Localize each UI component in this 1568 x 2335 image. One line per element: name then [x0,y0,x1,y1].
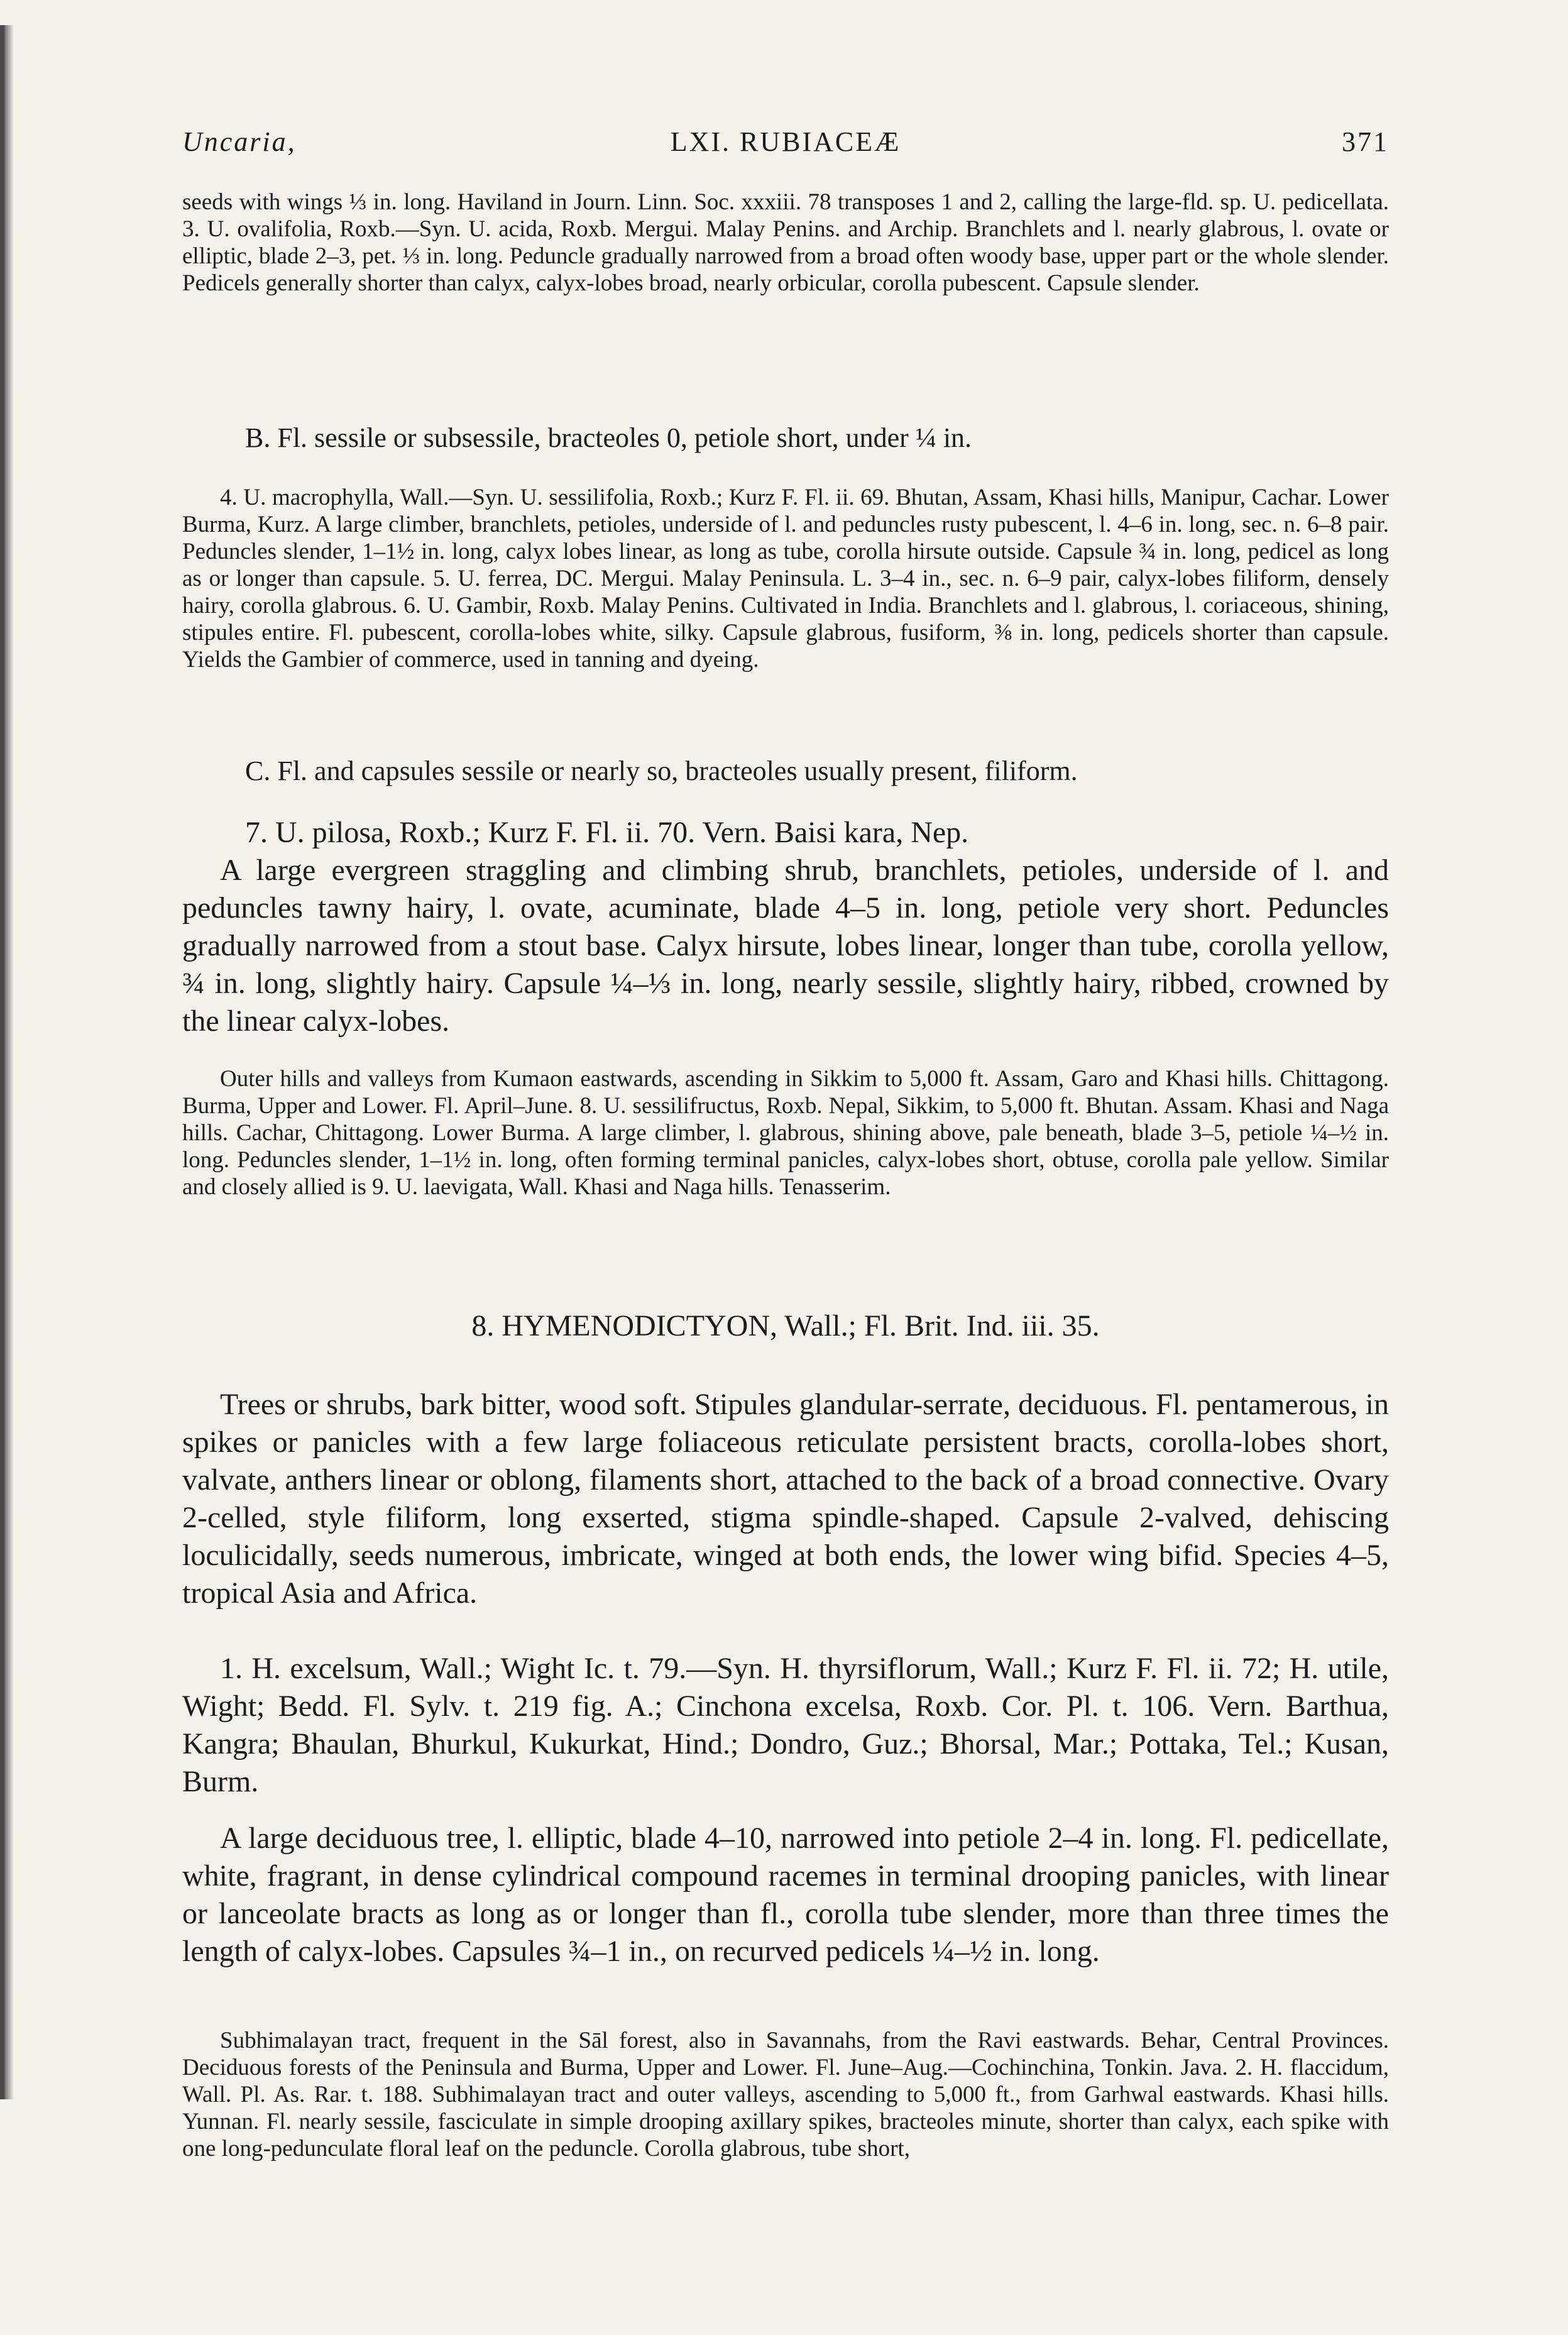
subheading-b: B. Fl. sessile or subsessile, bracteoles 0, petiole short, under ¼ in. [245,422,972,453]
subheading-c: C. Fl. and capsules sessile or nearly so, bracteoles usually present, filiform. [245,755,1078,786]
paragraph-species-4-6: 4. U. macrophylla, Wall.—Syn. U. sessilifolia, Roxb.; Kurz F. Fl. ii. 69. Bhutan, Assam, Khasi hills, Manipur, Cachar. Lower Burma, Kurz. A large climber, branchlets, petioles, underside of l. and peduncles rusty pubescent, l. 4–6 in. long, sec. n. 6–8 pair. Peduncles slender, 1–1½ in. long, calyx lobes linear, as long as tube, corolla hirsute outside. Capsule ¾ in. long, pedicel as long as or longer than capsule. 5. U. ferrea, DC. Mergui. Malay Peninsula. L. 3–4 in., sec. n. 6–9 pair, calyx-lobes filiform, densely hairy, corolla glabrous. 6. U. Gambir, Roxb. Malay Penins. Cultivated in India. Branchlets and l. glabrous, l. coriaceous, shining, stipules entire. Fl. pubescent, corolla-lobes white, silky. Capsule glabrous, fusiform, ⅜ in. long, pedicels shorter than capsule. Yields the Gambier of commerce, used in tanning and dyeing. [182,485,1389,673]
running-head-genus: Uncaria, [182,126,297,157]
genus-description-hymenodictyon: Trees or shrubs, bark bitter, wood soft. Stipules glandular-serrate, deciduous. Fl. pentamerous, in spikes or panicles with a few large foliaceous reticulate persistent bracts, corolla-lobes short, valvate, anthers linear or oblong, filaments short, attached to the back of a broad connective. Ovary 2-celled, style filiform, long exserted, stigma spindle-shaped. Capsule 2-valved, dehiscing loculicidally, seeds numerous, imbricate, winged at both ends, the lower wing bifid. Species 4–5, tropical Asia and Africa. [182,1388,1389,1610]
book-page [182,0,1389,2335]
genus-heading-hymenodictyon: 8. HYMENODICTYON, Wall.; Fl. Brit. Ind. iii. 35. [471,1309,1100,1343]
species-description-hymenodictyon-excelsum: A large deciduous tree, l. elliptic, blade 4–10, narrowed into petiole 2–4 in. long. Fl. pedicellate, white, fragrant, in dense cylindrical compound racemes in terminal drooping panicles, with linear or lanceolate bracts as long as or longer than fl., corolla tube slender, more than three times the length of calyx-lobes. Capsules ¾–1 in., on recurved pedicels ¼–½ in. long. [182,1821,1389,1968]
paragraph-uncaria-continued: seeds with wings ⅓ in. long. Haviland in Journ. Linn. Soc. xxxiii. 78 transposes 1 and 2, calling the large-fld. sp. U. pedicellata. 3. U. ovalifolia, Roxb.—Syn. U. acida, Roxb. Mergui. Malay Penins. and Archip. Branchlets and l. nearly glabrous, l. ovate or elliptic, blade 2–3, pet. ⅓ in. long. Peduncle gradually narrowed from a broad often woody base, upper part or the whole slender. Pedicels generally shorter than calyx, calyx-lobes broad, nearly orbicular, corolla pubescent. Capsule slender. [182,189,1389,296]
scan-binding-edge [0,25,14,2099]
running-head-family: LXI. RUBIACEÆ [670,126,901,157]
running-head [182,126,1389,176]
species-heading-hymenodictyon-excelsum: 1. H. excelsum, Wall.; Wight Ic. t. 79.—Syn. H. thyrsiflorum, Wall.; Kurz F. Fl. ii. 72; H. utile, Wight; Bedd. Fl. Sylv. t. 219 fig. A.; Cinchona excelsa, Roxb. Cor. Pl. t. 106. Vern. Barthua, Kangra; Bhaulan, Bhurkul, Kukurkat, Hind.; Dondro, Guz.; Bhorsal, Mar.; Pottaka, Tel.; Kusan, Burm. [182,1652,1389,1798]
species-notes-uncaria-pilosa: Outer hills and valleys from Kumaon eastwards, ascending in Sikkim to 5,000 ft. Assam, Garo and Khasi hills. Chittagong. Burma, Upper and Lower. Fl. April–June. 8. U. sessilifructus, Roxb. Nepal, Sikkim, to 5,000 ft. Bhutan. Assam. Khasi and Naga hills. Cachar, Chittagong. Lower Burma. A large climber, l. glabrous, shining above, pale beneath, blade 3–5, petiole ¼–½ in. long. Peduncles slender, 1–1½ in. long, often forming terminal panicles, calyx-lobes short, obtuse, corolla pale yellow. Similar and closely allied is 9. U. laevigata, Wall. Khasi and Naga hills. Tenasserim. [182,1066,1389,1200]
species-heading-uncaria-pilosa: 7. U. pilosa, Roxb.; Kurz F. Fl. ii. 70. Vern. Baisi kara, Nep. [245,816,969,849]
species-description-uncaria-pilosa: A large evergreen straggling and climbing shrub, branchlets, petioles, underside of l. and peduncles tawny hairy, l. ovate, acuminate, blade 4–5 in. long, petiole very short. Peduncles gradually narrowed from a stout base. Calyx hirsute, lobes linear, longer than tube, corolla yellow, ¾ in. long, slightly hairy. Capsule ¼–⅓ in. long, nearly sessile, slightly hairy, ribbed, crowned by the linear calyx-lobes. [182,854,1389,1038]
page-number: 371 [1342,126,1389,157]
species-notes-hymenodictyon-excelsum: Subhimalayan tract, frequent in the Sāl forest, also in Savannahs, from the Ravi eastwards. Behar, Central Provinces. Deciduous forests of the Peninsula and Burma, Upper and Lower. Fl. June–Aug.—Cochinchina, Tonkin. Java. 2. H. flaccidum, Wall. Pl. As. Rar. t. 188. Subhimalayan tract and outer valleys, ascending to 5,000 ft., from Garhwal eastwards. Khasi hills. Yunnan. Fl. nearly sessile, fasciculate in simple drooping axillary spikes, bracteoles minute, shorter than calyx, each spike with one long-pedunculate floral leaf on the peduncle. Corolla glabrous, tube short, [182,2028,1389,2162]
